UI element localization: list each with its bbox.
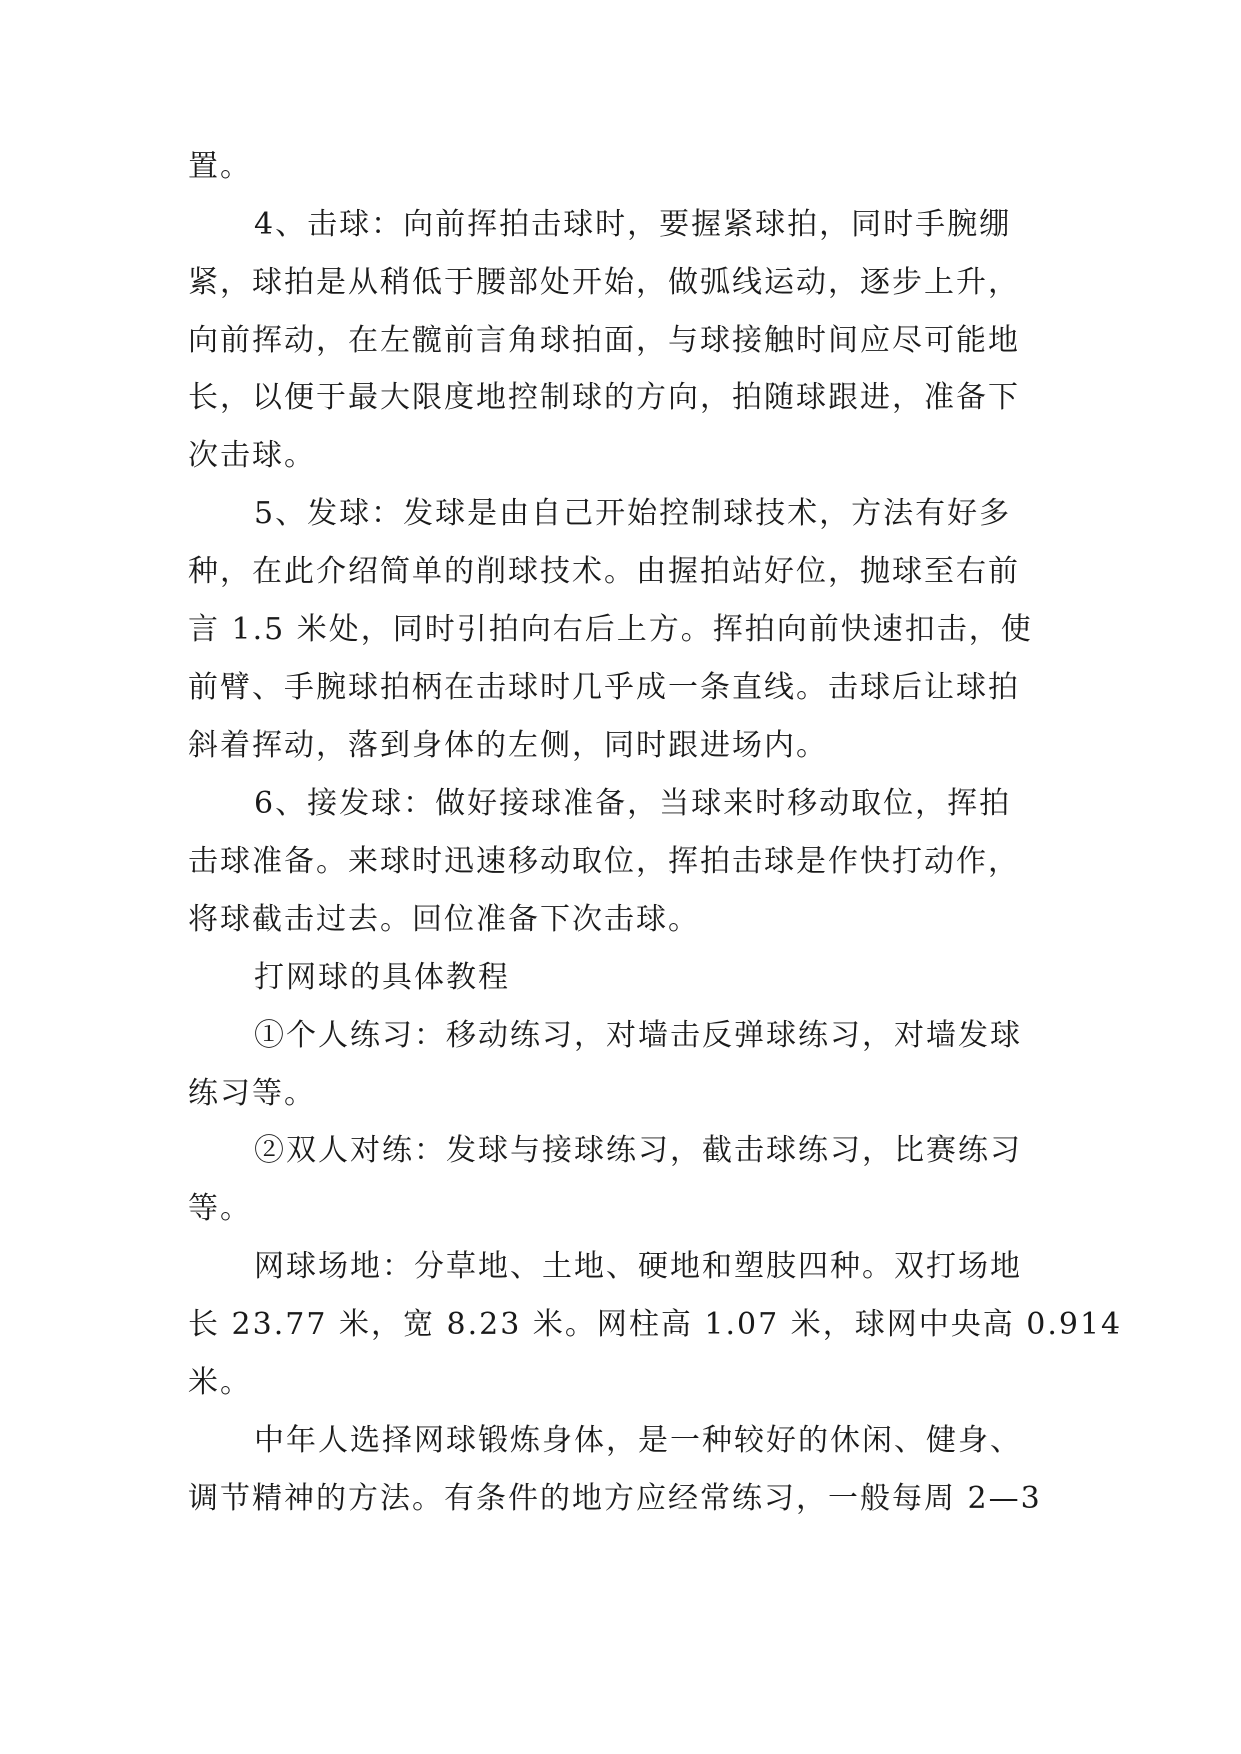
text-line: 前臂、手腕球拍柄在击球时几乎成一条直线。击球后让球拍 xyxy=(188,670,1020,705)
text-line: 将球截击过去。回位准备下次击球。 xyxy=(188,902,700,937)
paragraph-return: 6、接发球：做好接球准备，当球来时移动取位，挥拍 xyxy=(254,786,1012,821)
section-heading: 打网球的具体教程 xyxy=(254,960,510,995)
text-line: 斜着挥动，落到身体的左侧，同时跟进场内。 xyxy=(188,728,828,763)
text-line: 击球准备。来球时迅速移动取位，挥拍击球是作快打动作， xyxy=(188,844,1020,879)
paragraph-hitting: 4、击球：向前挥拍击球时，要握紧球拍，同时手腕绷 xyxy=(254,207,1012,242)
text-line: 向前挥动，在左髋前言角球拍面，与球接触时间应尽可能地 xyxy=(188,323,1020,358)
paragraph-serve: 5、发球：发球是由自己开始控制球技术，方法有好多 xyxy=(254,496,1012,531)
text-line: 米。 xyxy=(188,1365,252,1400)
text-line: 等。 xyxy=(188,1191,252,1226)
text-line: 次击球。 xyxy=(188,438,316,473)
paragraph-solo-practice: ①个人练习：移动练习，对墙击反弹球练习，对墙发球 xyxy=(254,1018,1022,1053)
text-line: 紧，球拍是从稍低于腰部处开始，做弧线运动，逐步上升， xyxy=(188,265,1020,300)
paragraph-court: 网球场地：分草地、土地、硬地和塑肢四种。双打场地 xyxy=(254,1249,1022,1284)
text-line: 练习等。 xyxy=(188,1076,316,1111)
text-line: 长 23.77 米，宽 8.23 米。网柱高 1.07 米，球网中央高 0.914 xyxy=(188,1307,1123,1342)
text-line: 种，在此介绍简单的削球技术。由握拍站好位，抛球至右前 xyxy=(188,554,1020,589)
text-line: 长，以便于最大限度地控制球的方向，拍随球跟进，准备下 xyxy=(188,380,1020,415)
paragraph-pair-practice: ②双人对练：发球与接球练习，截击球练习，比赛练习 xyxy=(254,1133,1022,1168)
paragraph-middle-aged: 中年人选择网球锻炼身体，是一种较好的休闲、健身、 xyxy=(254,1423,1022,1458)
text-line: 置。 xyxy=(188,149,252,184)
text-line: 言 1.5 米处，同时引拍向右后上方。挥拍向前快速扣击，使 xyxy=(188,612,1033,647)
text-line: 调节精神的方法。有条件的地方应经常练习，一般每周 2—3 xyxy=(188,1481,1042,1516)
